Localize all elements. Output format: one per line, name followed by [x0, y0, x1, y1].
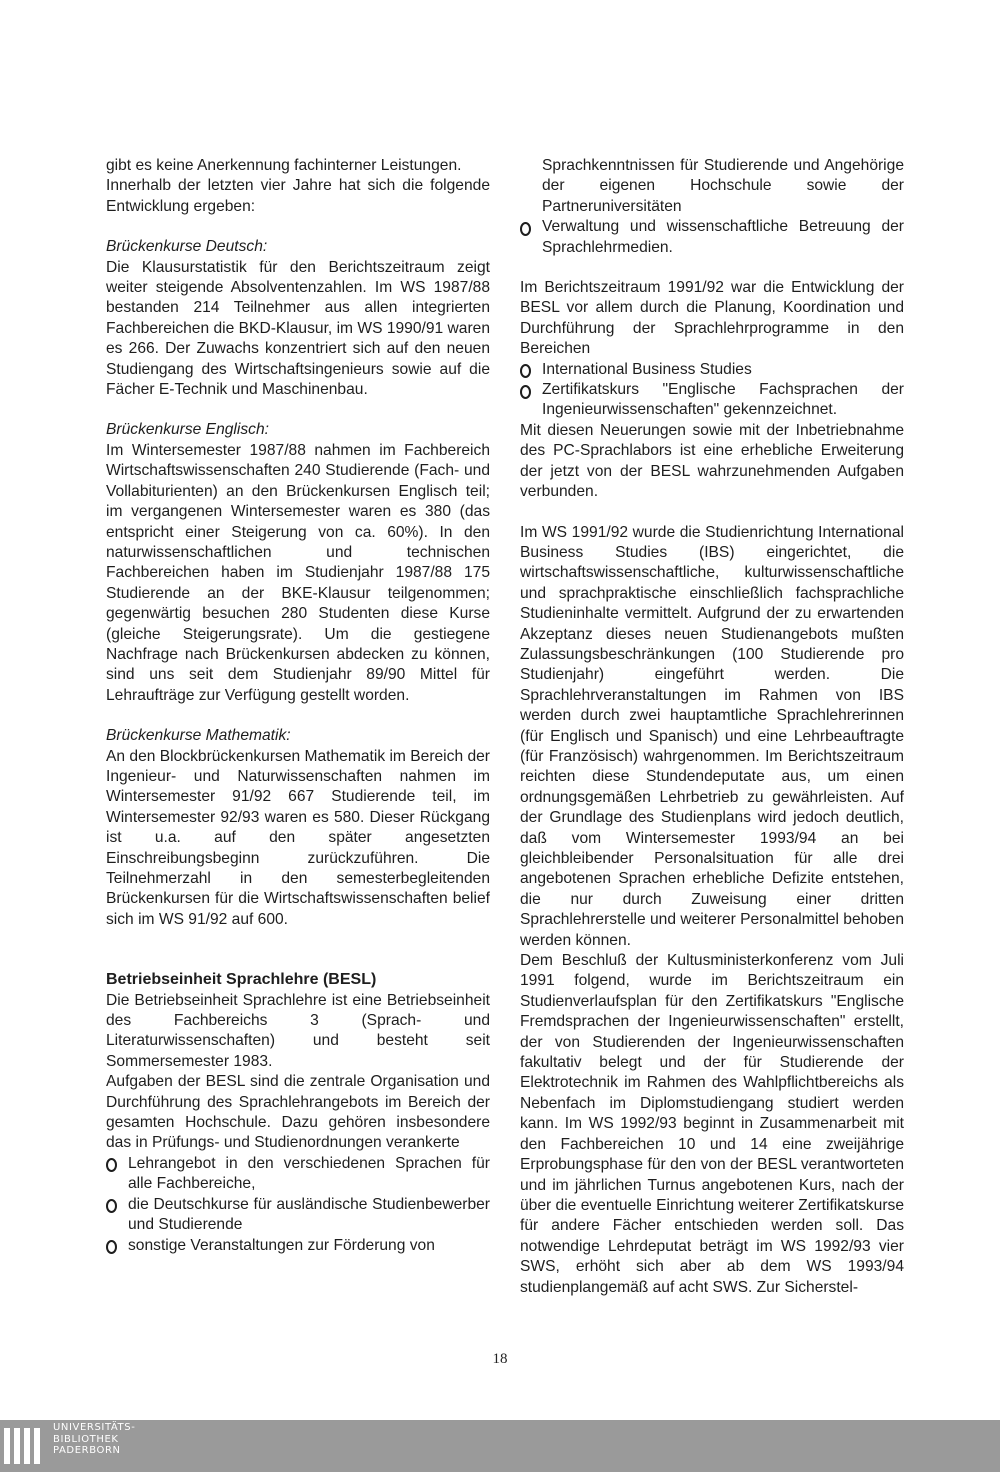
continued-bullet-list: [520, 156, 904, 258]
list-item: [106, 1154, 490, 1195]
besl-bullet-list: [106, 1154, 490, 1256]
list-item-text: Lehrangebot in den verschiedenen Sprachen für alle Fachbereiche,: [128, 1154, 490, 1193]
library-name: [53, 1422, 135, 1457]
englisch-paragraph: Im Wintersemester 1987/88 nahmen im Fachbereich Wirtschaftswissenschaften 240 Studierende (Fach- und Vollabiturienten) an den Brückenkursen Englisch teil; im vergangenen Wintersemester waren es 380 (das entspricht einer Steigerung von ca. 60%). In den naturwissenschaftlichen und technischen Fachbereichen haben im Studienjahr 1987/88 175 Studierende an der BKE-Klausur teilgenommen; gegenwärtig besuchen 280 Studenten diese Kurse (gleiche Steigerungsrate). Um die gestiegene Nachfrage nach Brückenkursen abdecken zu können, sind uns seit dem Studienjahr 89/90 Mittel für Lehraufträge zur Verfügung gestellt worden.: [106, 441, 490, 704]
subheading-englisch: Brückenkurse Englisch:: [106, 421, 269, 439]
list-item-text: sonstige Veranstaltungen zur Förderung von: [128, 1236, 435, 1254]
bullet-circle-icon: [520, 385, 531, 399]
ibs-paragraph: Im WS 1991/92 wurde die Studienrichtung International Business Studies (IBS) eingerichtet, die wirtschaftswissenschaftliche, kulturwissenschaftliche und sprachpraktische einschließlich fachsprachliche Studieninhalte vermittelt. Aufgrund der zu erwartenden Akzeptanz dieses neuen Studienangebots mußten Zulassungsbeschränkungen (100 Studierende pro Studienjahr) eingeführt werden. Die Sprachlehrveranstaltungen im Rahmen von IBS werden durch zwei hauptamtliche Sprachlehrerinnen (für Englisch und Spanisch) und eine Lehrbeauftragte (für Französisch) wahrgenommen. Im Berichtszeitraum reichten diese Stundendeputate aus, um einen ordnungsgemäßen Lehrbetrieb zu gewährleisten. Auf der Grundlage des Studienplans wird jedoch deutlich, daß vom Wintersemester 1993/94 an bei gleichbleibender Personalsituation für alle drei angebotenen Sprachen erhebliche Defizite entstehen, die nur durch Zuweisung einer dritten Sprachlehrerstelle und weiterer Personalmittel behoben werden können.: [520, 523, 904, 949]
list-item-text: Zertifikatskurs "Englische Fachsprachen der Ingenieurwissenschaften" gekennzeichnet.: [542, 381, 904, 419]
besl-paragraph-2: Aufgaben der BESL sind die zentrale Organisation und Durchführung des Sprachlehrangebots im Bereich der gesamten Hochschule. Dazu gehören insbesondere das in Prüfungs- und Studienordnungen verankerte: [106, 1073, 490, 1152]
list-item-text: die Deutschkurse für ausländische Studienbewerber und Studierende: [128, 1195, 490, 1234]
library-name-line: UNIVERSITÄTS-: [53, 1422, 136, 1433]
left-column: [106, 156, 490, 1256]
bullet-circle-icon: [106, 1199, 117, 1213]
bullet-circle-icon: [520, 364, 531, 378]
list-item-text: Verwaltung und wissenschaftliche Betreuung der Sprachlehrmedien.: [542, 218, 904, 256]
besl-paragraph: Die Betriebseinheit Sprachlehre ist eine Betriebseinheit des Fachbereichs 3 (Sprach- und Literaturwissenschaften) und besteht seit Sommersemester 1983.: [106, 991, 490, 1070]
bullet-circle-icon: [106, 1240, 117, 1254]
page-number: 18: [492, 1351, 508, 1367]
library-name-line: BIBLIOTHEK: [53, 1433, 119, 1445]
section-heading-besl: Betriebseinheit Sprachlehre (BESL): [106, 971, 377, 989]
list-item-text: Sprachkenntnissen für Studierende und Angehörige der eigenen Hochschule sowie der Partneruniversitäten: [542, 157, 904, 215]
programs-bullet-list: [520, 360, 904, 421]
list-item-continued: [520, 156, 904, 217]
intro-paragraph-2: Innerhalb der letzten vier Jahre hat sich die folgende Entwicklung ergeben:: [106, 177, 490, 215]
list-item: [106, 1195, 490, 1236]
list-item: [520, 360, 904, 380]
mathematik-paragraph: An den Blockbrückenkursen Mathematik im Bereich der Ingenieur- und Naturwissenschaften nahmen im Wintersemester 91/92 667 Studierende teil, im Wintersemester 92/93 waren es 580. Dieser Rückgang ist u.a. auf den später angesetzten Einschreibungsbeginn zurückzuführen. Die Teilnehmerzahl in den semesterbegleitenden Brückenkursen für die Wirtschaftswissenschaften belief sich im WS 91/92 auf 600.: [106, 747, 490, 928]
list-item-text: International Business Studies: [542, 360, 752, 378]
list-item: [520, 217, 904, 258]
subheading-deutsch: Brückenkurse Deutsch:: [106, 238, 268, 256]
bullet-circle-icon: [106, 1158, 117, 1172]
library-name-line: PADERBORN: [53, 1445, 121, 1456]
kmk-paragraph: Dem Beschluß der Kultusministerkonferenz vom Juli 1991 folgend, wurde im Berichtszeitraum ein Studienverlaufsplan für den Zertifikatskurs "Englische Fremdsprachen der Ingenieurwissenschaften" erstellt, der von Studierenden der Ingenieurwissenschaften fakultativ belegt und der für Studierende der Elektrotechnik im Rahmen des Wahlpflichtbereichs als Nebenfach im Diplomstudiengang studiert werden kann. Im WS 1992/93 beginnt in Zusammenarbeit mit den Fachbereichen 10 und 14 eine zweijährige Erprobungsphase für den von der BESL verantworteten und im jährlichen Turnus angebotenen Kurs, nach der über die eventuelle Einrichtung weiterer Zertifikatskurse für andere Fächer entschieden werden soll. Das notwendige Lehrdeputat beträgt im WS 1992/93 vier SWS, erhöht sich aber ab dem WS 1993/94 studienplangemäß auf acht SWS. Zur Sicherstel-: [520, 952, 904, 1296]
bullet-circle-icon: [520, 222, 531, 236]
development-paragraph: Im Berichtszeitraum 1991/92 war die Entwicklung der BESL vor allem durch die Planung, Koordination und Durchführung der Sprachlehrprogramme in den Bereichen: [520, 279, 904, 358]
deutsch-paragraph: Die Klausurstatistik für den Berichtszeitraum zeigt weiter steigende Absolventenzahlen. Im WS 1987/88 bestanden 214 Teilnehmer aus allen integrierten Fachbereichen die BKD-Klausur, im WS 1990/91 waren es 266. Der Zuwachs konzentriert sich auf den neuen Studiengang des Wirtschaftsingenieurs sowie auf die Fächer E-Technik und Maschinenbau.: [106, 258, 490, 399]
intro-paragraph: gibt es keine Anerkennung fachinterner Leistungen.: [106, 157, 462, 174]
innovations-paragraph: Mit diesen Neuerungen sowie mit der Inbetriebnahme des PC-Sprachlabors ist eine erhebliche Erweiterung der jetzt von der BESL wahrzunehmenden Aufgaben verbunden.: [520, 421, 904, 501]
library-footer-banner: [0, 1420, 1000, 1472]
list-item: [520, 380, 904, 421]
list-item: [106, 1236, 490, 1256]
right-column: [520, 156, 904, 1298]
subheading-mathematik: Brückenkurse Mathematik:: [106, 727, 291, 745]
